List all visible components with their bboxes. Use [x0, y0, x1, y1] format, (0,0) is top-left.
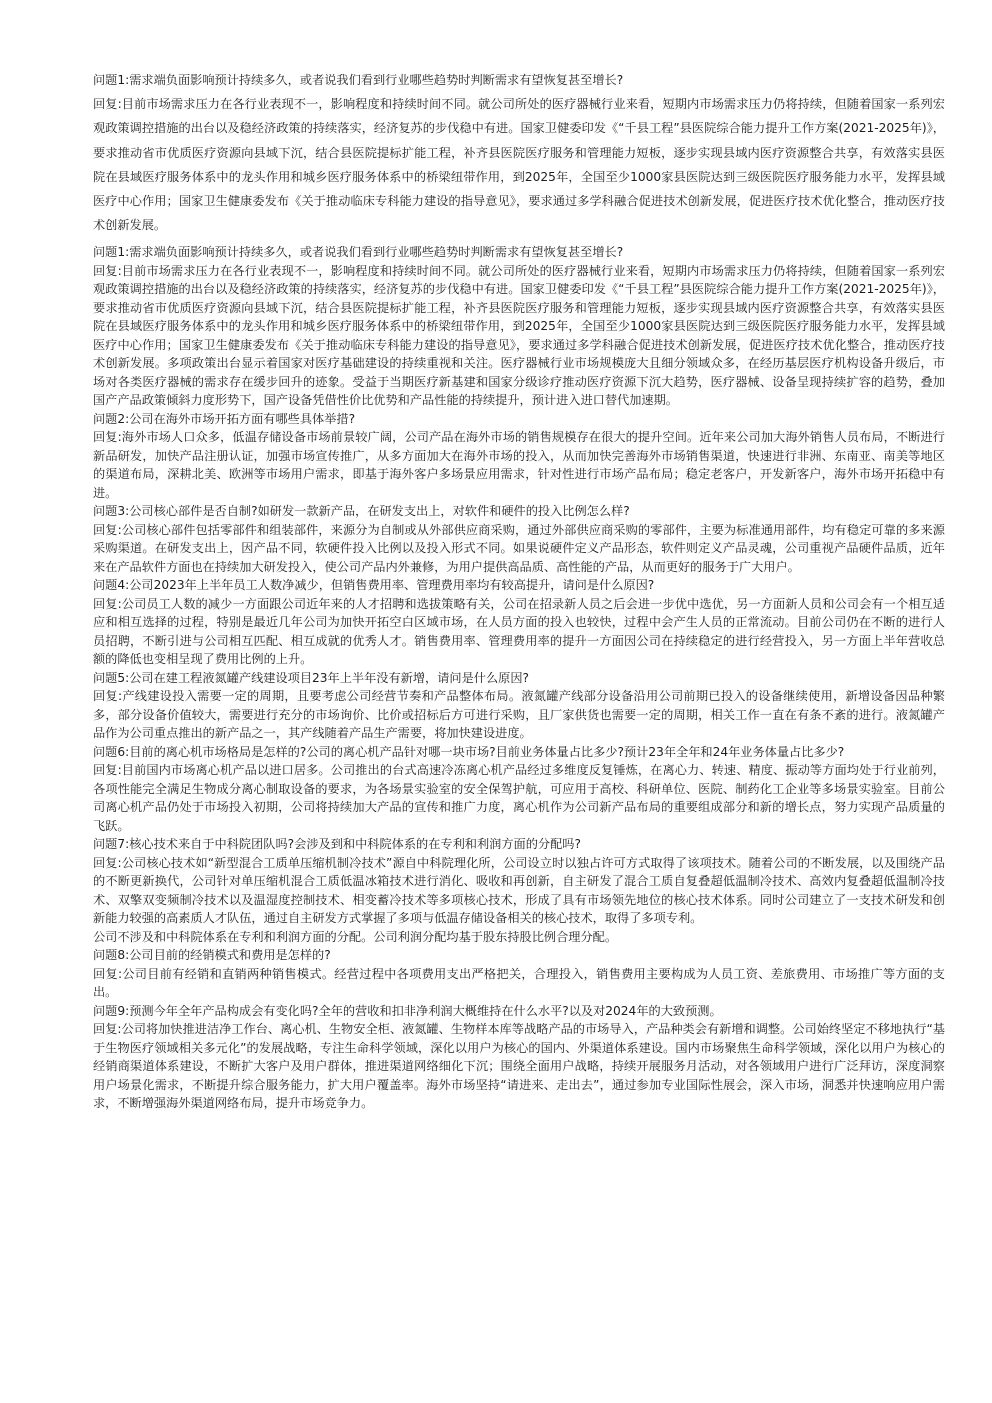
question-6: 问题6:目前的离心机市场格局是怎样的?公司的离心机产品针对哪一块市场?目前业务体量占比多少?预计23年全年和24年业务体量占比多少?: [93, 744, 845, 759]
answer-4: 回复:公司员工人数的减少一方面跟公司近年来的人才招聘和选拔策略有关，公司在招录新人员之后会进一步优中选优，另一方面新人员和公司会有一个相互适应和相互选择的过程，特别是最近几年公司为加快开拓空白区域市场，在人员方面的投入也较快，过程中会产生人员的正常流动。目前公司仍在不断的进行人员招聘，不断引进与公司相互匹配、相互成就的优秀人才。销售费用率、管理费用率的提升一方面因公司在持续稳定的进行经营投入，另一方面上半年营收总额的降低也变相呈现了费用比例的上升。: [93, 596, 945, 666]
question-8: 问题8:公司目前的经销模式和费用是怎样的?: [93, 948, 331, 962]
answer-7: 回复:公司核心技术如“新型混合工质单压缩机制冷技术”源自中科院理化所，公司设立时以独占许可方式取得了该项技术。随着公司的不断发展，以及围绕产品的不断更新换代，公司针对单压缩机混合工质低温冰箱技术进行消化、吸收和再创新，自主研发了混合工质自复叠超低温制冷技术、高效内复叠超低温制冷技术、双擎双变频制冷技术以及温湿度控制技术、相变蓄冷技术等多项核心技术，形成了具有市场领先地位的核心技术体系。同时公司建立了一支技术研发和创新能力较强的高素质人才队伍，通过自主研发方式掌握了多项与低温存储设备相关的核心技术，取得了多项专利。: [93, 855, 945, 925]
answer-7-note: 公司不涉及和中科院体系在专利和利润方面的分配。公司利润分配均基于股东持股比例合理分配。: [93, 929, 618, 944]
answer-1: 回复:目前市场需求压力在各行业表现不一，影响程度和持续时间不同。就公司所处的医疗器械行业来看，短期内市场需求压力仍将持续，但随着国家一系列宏观政策调控措施的出台以及稳经济政策的持续落实，经济复苏的步伐稳中有进。国家卫健委印发《“千县工程”县医院综合能力提升工作方案(2021-2025年)》，要求推动省市优质医疗资源向县域下沉，结合县医院提标扩能工程，补齐县医院医疗服务和管理能力短板，逐步实现县域内医疗资源整合共享，有效落实县医院在县域医疗服务体系中的龙头作用和城乡医疗服务体系中的桥梁纽带作用，到2025年，全国至少1000家县医院达到三级医院医疗服务能力水平，发挥县域医疗中心作用；国家卫生健康委发布《关于推动临床专科能力建设的指导意见》，要求通过多学科融合促进技术创新发展，促进医疗技术优化整合，推动医疗技术创新发展。: [93, 97, 945, 233]
question-7: 问题7:核心技术来自于中科院团队吗?会涉及到和中科院体系的在专利和利润方面的分配吗?: [93, 837, 581, 851]
answer-1-repeat: 回复:目前市场需求压力在各行业表现不一，影响程度和持续时间不同。就公司所处的医疗器械行业来看，短期内市场需求压力仍将持续，但随着国家一系列宏观政策调控措施的出台以及稳经济政策的持续落实，经济复苏的步伐稳中有进。国家卫健委印发《“千县工程”县医院综合能力提升工作方案(2021-2025年)》，要求推动省市优质医疗资源向县域下沉，结合县医院提标扩能工程，补齐县医院医疗服务和管理能力短板，逐步实现县域内医疗资源整合共享，有效落实县医院在县域医疗服务体系中的龙头作用和城乡医疗服务体系中的桥梁纽带作用，到2025年，全国至少1000家县医院达到三级医院医疗服务能力水平，发挥县域医疗中心作用；国家卫生健康委发布《关于推动临床专科能力建设的指导意见》，要求通过多学科融合促进技术创新发展，促进医疗技术优化整合，推动医疗技术创新发展。多项政策出台显示着国家对医疗基础建设的持续重视和关注。医疗器械行业市场规模庞大且细分领域众多，在经历基层医疗机构设备升级后，市场对各类医疗器械的需求存在缓步回升的迹象。受益于当期医疗新基建和国家分级诊疗推动医疗资源下沉大趋势，医疗器械、设备呈现持续扩容的趋势，叠加国产产品政策倾斜力度形势下，国产设备凭借性价比优势和产品性能的持续提升，预计进入进口替代加速期。: [93, 263, 945, 407]
answer-3: 回复:公司核心部件包括零部件和组装部件，来源分为自制或从外部供应商采购，通过外部供应商采购的零部件，主要为标准通用部件，均有稳定可靠的多来源采购渠道。在研发支出上，因产品不同，软硬件投入比例以及投入形式不同。如果说硬件定义产品形态，软件则定义产品灵魂，公司重视产品硬件品质，近年来在产品软件方面也在持续加大研发投入，使公司产品内外兼修，为用户提供高品质、高性能的产品，从而更好的服务于广大用户。: [93, 522, 945, 574]
qa-block-first: [93, 68, 945, 237]
question-3: 问题3:公司核心部件是否自制?如研发一款新产品，在研发支出上，对软件和硬件的投入比例怎么样?: [93, 504, 630, 518]
question-2: 问题2:公司在海外市场开拓方面有哪些具体举措?: [93, 411, 356, 426]
question-4: 问题4:公司2023年上半年员工人数净减少，但销售费用率、管理费用率均有较高提升，请问是什么原因?: [93, 578, 655, 592]
question-1: 问题1:需求端负面影响预计持续多久，或者说我们看到行业哪些趋势时判断需求有望恢复甚至增长?: [93, 73, 624, 87]
answer-5: 回复:产线建设投入需要一定的周期，且要考虑公司经营节奏和产品整体布局。液氮罐产线部分设备沿用公司前期已投入的设备继续使用，新增设备因品种繁多，部分设备价值较大，需要进行充分的市场询价、比价或招标后方可进行采购，且厂家供货也需要一定的周期，相关工作一直在有条不紊的进行。液氮罐产品作为公司重点推出的新产品之一，其产线随着产品生产需要，将加快建设进度。: [93, 689, 945, 740]
answer-6: 回复:目前国内市场离心机产品以进口居多。公司推出的台式高速冷冻离心机产品经过多维度反复锤炼，在离心力、转速、精度、振动等方面均处于行业前列，各项性能完全满足生物成分离心制取设备的要求，为各场景实验室的安全保驾护航，可应用于高校、科研单位、医院、制药化工企业等多场景实验室。目前公司离心机产品仍处于市场投入初期，公司将持续加大产品的宣传和推广力度，离心机作为公司新产品布局的重要组成部分和新的增长点，努力实现产品质量的飞跃。: [93, 763, 945, 833]
answer-9: 回复:公司将加快推进洁净工作台、离心机、生物安全柜、液氮罐、生物样本库等战略产品的市场导入，产品种类会有新增和调整。公司始终坚定不移地执行“基于生物医疗领域相关多元化”的发展战略，专注生命科学领域，深化以用户为核心的国内、外渠道体系建设。国内市场聚焦生命科学领域，深化以用户为核心的经销商渠道体系建设，不断扩大客户及用户群体，推进渠道网络细化下沉；围绕全面用户战略，持续开展服务月活动，对各领域用户进行广泛拜访，深度洞察用户场景化需求，不断提升综合服务能力，扩大用户覆盖率。海外市场坚持“请进来、走出去”，通过参加专业国际性展会，深入市场，洞悉并快速响应用户需求，不断增强海外渠道网络布局，提升市场竞争力。: [93, 1022, 945, 1110]
question-1-repeat: 问题1:需求端负面影响预计持续多久，或者说我们看到行业哪些趋势时判断需求有望恢复甚至增长?: [93, 245, 624, 259]
answer-2: 回复:海外市场人口众多，低温存储设备市场前景较广阔，公司产品在海外市场的销售规模存在很大的提升空间。近年来公司加大海外销售人员布局，不断进行新品研发，加快产品注册认证，加强市场宣传推广，从多方面加大在海外市场的投入，从而加快完善海外市场销售渠道，快速进行非洲、东南亚、南美等地区的渠道布局，深耕北美、欧洲等市场用户需求，即基于海外客户多场景应用需求，针对性进行市场产品布局；稳定老客户，开发新客户，海外市场开拓稳中有进。: [93, 430, 945, 500]
question-5: 问题5:公司在建工程液氮罐产线建设项目23年上半年没有新增，请问是什么原因?: [93, 670, 530, 685]
answer-8: 回复:公司目前有经销和直销两种销售模式。经营过程中各项费用支出严格把关，合理投入，销售费用主要构成为人员工资、差旅费用、市场推广等方面的支出。: [93, 966, 945, 999]
qa-block-full: [93, 243, 945, 1113]
question-9: 问题9:预测今年全年产品构成会有变化吗?全年的营收和扣非净利润大概维持在什么水平?以及对2024年的大致预测。: [93, 1003, 722, 1018]
